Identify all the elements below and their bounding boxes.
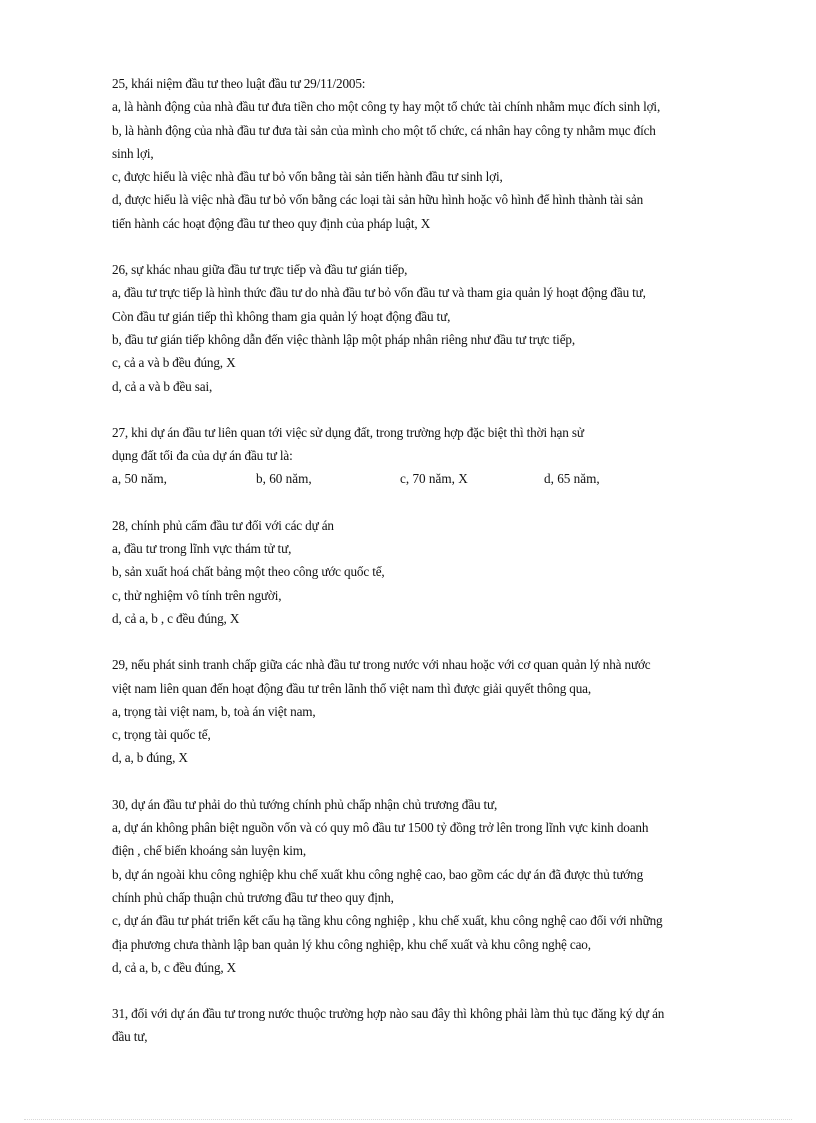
answer-line: d, a, b đúng, X — [112, 750, 188, 766]
answer-line: việt nam liên quan đến hoạt động đầu tư trên lãnh thổ việt nam thì được giải quyết thông qua, — [112, 680, 592, 696]
question-title: 29, nếu phát sinh tranh chấp giữa các nhà đầu tư trong nước với nhau hoặc với cơ quan quản lý nhà nước — [112, 657, 651, 673]
question-30 — [112, 793, 782, 979]
question-title: 27, khi dự án đầu tư liên quan tới việc sử dụng đất, trong trường hợp đặc biệt thì thời hạn sử — [112, 424, 584, 440]
answer-line: chính phủ chấp thuận chủ trương đầu tư theo quy định, — [112, 889, 394, 905]
page-bottom-divider — [24, 1119, 792, 1120]
answer-line: a, dự án không phân biệt nguồn vốn và có quy mô đầu tư 1500 tỷ đồng trở lên trong lĩnh vực kinh doanh — [112, 820, 649, 836]
answer-line: c, trọng tài quốc tế, — [112, 727, 211, 743]
question-25 — [112, 72, 782, 235]
answer-line: c, được hiểu là việc nhà đầu tư bỏ vốn bằng tài sản tiến hành đầu tư sinh lợi, — [112, 169, 503, 185]
document-page — [112, 72, 782, 1072]
answer-line: b, là hành động của nhà đầu tư đưa tài sản của mình cho một tổ chức, cá nhân hay công ty nhằm mục đích — [112, 122, 656, 138]
answer-line: b, dự án ngoài khu công nghiệp khu chế xuất khu công nghệ cao, bao gồm các dự án đã được thủ tướng — [112, 866, 644, 882]
answer-line: Còn đầu tư gián tiếp thì không tham gia quản lý hoạt động đầu tư, — [112, 308, 451, 324]
answer-line: sinh lợi, — [112, 145, 154, 161]
answer-line: dụng đất tối đa của dự án đầu tư là: — [112, 448, 293, 464]
question-31 — [112, 1002, 782, 1049]
question-27 — [112, 421, 782, 491]
question-title: 30, dự án đầu tư phải do thủ tướng chính phủ chấp nhận chủ trương đầu tư, — [112, 796, 498, 812]
answer-line: c, dự án đầu tư phát triển kết cấu hạ tầng khu công nghiệp , khu chế xuất, khu công nghệ cao đối với những — [112, 913, 663, 929]
answer-line: địa phương chưa thành lập ban quản lý khu công nghiệp, khu chế xuất và khu công nghệ cao, — [112, 936, 591, 952]
option-c: c, 70 năm, X — [400, 471, 468, 487]
answer-line: b, đầu tư gián tiếp không dẫn đến việc thành lập một pháp nhân riêng như đầu tư trực tiếp, — [112, 331, 575, 347]
option-a: a, 50 năm, — [112, 471, 167, 487]
answer-line: a, đầu tư trong lĩnh vực thám tử tư, — [112, 541, 292, 557]
answer-line: điện , chế biến khoáng sản luyện kim, — [112, 843, 307, 859]
answer-line: tiến hành các hoạt động đầu tư theo quy định của pháp luật, X — [112, 215, 431, 231]
answer-line: c, thử nghiệm vô tính trên người, — [112, 587, 282, 603]
options-row — [112, 467, 782, 490]
answer-line: d, được hiểu là việc nhà đầu tư bỏ vốn bằng các loại tài sản hữu hình hoặc vô hình để hình thành tài sản — [112, 192, 644, 208]
question-title: 28, chính phủ cấm đầu tư đối với các dự án — [112, 517, 334, 533]
answer-line: a, là hành động của nhà đầu tư đưa tiền cho một công ty hay một tổ chức tài chính nhằm mục đích sinh lợi, — [112, 99, 661, 115]
question-title: 31, đối với dự án đầu tư trong nước thuộc trường hợp nào sau đây thì không phải làm thủ tục đăng ký dự án — [112, 1006, 665, 1022]
answer-line: a, đầu tư trực tiếp là hình thức đầu tư do nhà đầu tư bỏ vốn đầu tư và tham gia quản lý hoạt động đầu tư, — [112, 285, 646, 301]
answer-line: d, cả a, b, c đều đúng, X — [112, 959, 237, 975]
answer-line: d, cả a, b , c đều đúng, X — [112, 610, 240, 626]
option-d: d, 65 năm, — [544, 471, 600, 487]
question-26 — [112, 258, 782, 398]
answer-line: c, cả a và b đều đúng, X — [112, 355, 236, 371]
answer-line: đầu tư, — [112, 1029, 148, 1045]
answer-line: d, cả a và b đều sai, — [112, 378, 213, 394]
question-title: 26, sự khác nhau giữa đầu tư trực tiếp và đầu tư gián tiếp, — [112, 262, 408, 278]
option-b: b, 60 năm, — [256, 471, 312, 487]
answer-line: a, trọng tài việt nam, b, toà án việt nam, — [112, 703, 316, 719]
question-29 — [112, 653, 782, 769]
answer-line: b, sản xuất hoá chất bảng một theo công ước quốc tế, — [112, 564, 385, 580]
question-title: 25, khái niệm đầu tư theo luật đầu tư 29/11/2005: — [112, 76, 366, 91]
question-28 — [112, 514, 782, 630]
